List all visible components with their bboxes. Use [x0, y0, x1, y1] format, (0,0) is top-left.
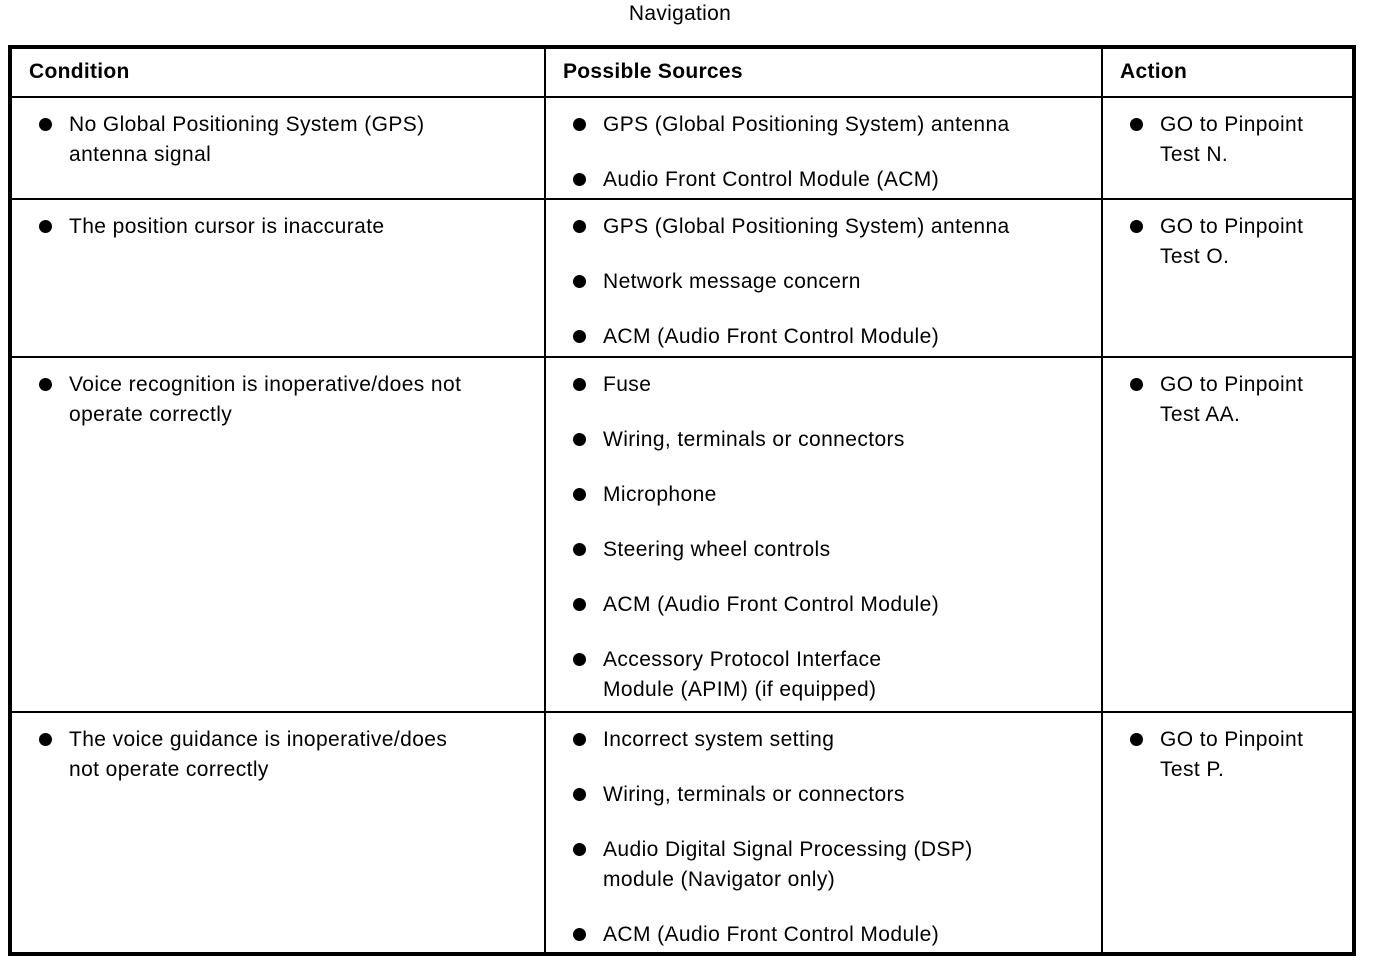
- column-header-possible-sources: Possible Sources: [545, 47, 1102, 97]
- list-item: [12, 110, 538, 170]
- list-item: [546, 780, 1095, 810]
- list-item: [546, 165, 1095, 195]
- condition-list: [12, 212, 538, 242]
- possible-sources-cell: [545, 712, 1102, 954]
- column-header-condition: Condition: [10, 47, 545, 97]
- condition-cell: [10, 357, 545, 712]
- action-text: GO to Pinpoint Test O.: [1160, 215, 1304, 268]
- action-cell: [1102, 97, 1354, 199]
- condition-cell: [10, 199, 545, 357]
- list-item: [12, 370, 538, 430]
- source-text: Network message concern: [603, 270, 861, 293]
- action-cell: [1102, 712, 1354, 954]
- bullet-icon: [573, 733, 586, 746]
- source-text: Audio Digital Signal Processing (DSP) module (Navigator only): [603, 838, 973, 891]
- source-text: Incorrect system setting: [603, 728, 835, 751]
- possible-sources-cell: [545, 199, 1102, 357]
- sources-list: [546, 212, 1095, 352]
- action-text: GO to Pinpoint Test N.: [1160, 113, 1304, 166]
- list-item: [546, 322, 1095, 352]
- bullet-icon: [39, 220, 52, 233]
- bullet-icon: [573, 433, 586, 446]
- source-text: ACM (Audio Front Control Module): [603, 593, 940, 616]
- action-text: GO to Pinpoint Test P.: [1160, 728, 1304, 781]
- bullet-icon: [573, 488, 586, 501]
- source-text: Steering wheel controls: [603, 538, 831, 561]
- condition-text: No Global Positioning System (GPS) antenna signal: [69, 113, 425, 166]
- source-text: Microphone: [603, 483, 717, 506]
- bullet-icon: [573, 598, 586, 611]
- action-list: [1103, 370, 1346, 430]
- action-list: [1103, 110, 1346, 170]
- condition-text: The voice guidance is inoperative/does not operate correctly: [69, 728, 448, 781]
- list-item: [546, 590, 1095, 620]
- list-item: [546, 725, 1095, 755]
- table-row: [10, 199, 1354, 357]
- list-item: [12, 725, 538, 785]
- bullet-icon: [573, 118, 586, 131]
- possible-sources-cell: [545, 97, 1102, 199]
- list-item: [1103, 110, 1346, 170]
- bullet-icon: [1130, 733, 1143, 746]
- condition-cell: [10, 97, 545, 199]
- list-item: [1103, 725, 1346, 785]
- table-row: [10, 712, 1354, 954]
- action-cell: [1102, 199, 1354, 357]
- action-list: [1103, 212, 1346, 272]
- list-item: [1103, 212, 1346, 272]
- list-item: [546, 267, 1095, 297]
- bullet-icon: [39, 733, 52, 746]
- bullet-icon: [573, 275, 586, 288]
- condition-list: [12, 110, 538, 170]
- header-row: [10, 47, 1354, 97]
- source-text: Wiring, terminals or connectors: [603, 783, 905, 806]
- list-item: [546, 212, 1095, 242]
- sources-list: [546, 725, 1095, 950]
- source-text: Audio Front Control Module (ACM): [603, 168, 940, 191]
- sources-list: [546, 110, 1095, 195]
- bullet-icon: [573, 173, 586, 186]
- bullet-icon: [573, 543, 586, 556]
- condition-text: Voice recognition is inoperative/does not operate correctly: [69, 373, 462, 426]
- diagnostics-table: [8, 45, 1356, 956]
- action-text: GO to Pinpoint Test AA.: [1160, 373, 1304, 426]
- bullet-icon: [39, 378, 52, 391]
- list-item: [546, 535, 1095, 565]
- list-item: [546, 920, 1095, 950]
- source-text: Wiring, terminals or connectors: [603, 428, 905, 451]
- source-text: GPS (Global Positioning System) antenna: [603, 215, 1010, 238]
- condition-list: [12, 370, 538, 430]
- source-text: Fuse: [603, 373, 652, 396]
- bullet-icon: [573, 330, 586, 343]
- list-item: [1103, 370, 1346, 430]
- list-item: [546, 370, 1095, 400]
- list-item: [546, 480, 1095, 510]
- bullet-icon: [39, 118, 52, 131]
- bullet-icon: [573, 378, 586, 391]
- bullet-icon: [573, 220, 586, 233]
- bullet-icon: [573, 928, 586, 941]
- bullet-icon: [1130, 378, 1143, 391]
- list-item: [546, 425, 1095, 455]
- source-text: Accessory Protocol Interface Module (APIM) (if equipped): [603, 648, 882, 701]
- possible-sources-cell: [545, 357, 1102, 712]
- table-row: [10, 97, 1354, 199]
- condition-list: [12, 725, 538, 785]
- action-list: [1103, 725, 1346, 785]
- list-item: [546, 110, 1095, 140]
- list-item: [546, 835, 1095, 895]
- list-item: [12, 212, 538, 242]
- condition-text: The position cursor is inaccurate: [69, 215, 385, 238]
- source-text: ACM (Audio Front Control Module): [603, 923, 940, 946]
- bullet-icon: [1130, 118, 1143, 131]
- bullet-icon: [573, 653, 586, 666]
- condition-cell: [10, 712, 545, 954]
- list-item: [546, 645, 1095, 705]
- action-cell: [1102, 357, 1354, 712]
- sources-list: [546, 370, 1095, 705]
- bullet-icon: [1130, 220, 1143, 233]
- column-header-action: Action: [1102, 47, 1354, 97]
- bullet-icon: [573, 843, 586, 856]
- bullet-icon: [573, 788, 586, 801]
- table-row: [10, 357, 1354, 712]
- page-title: Navigation: [628, 2, 732, 25]
- source-text: ACM (Audio Front Control Module): [603, 325, 940, 348]
- source-text: GPS (Global Positioning System) antenna: [603, 113, 1010, 136]
